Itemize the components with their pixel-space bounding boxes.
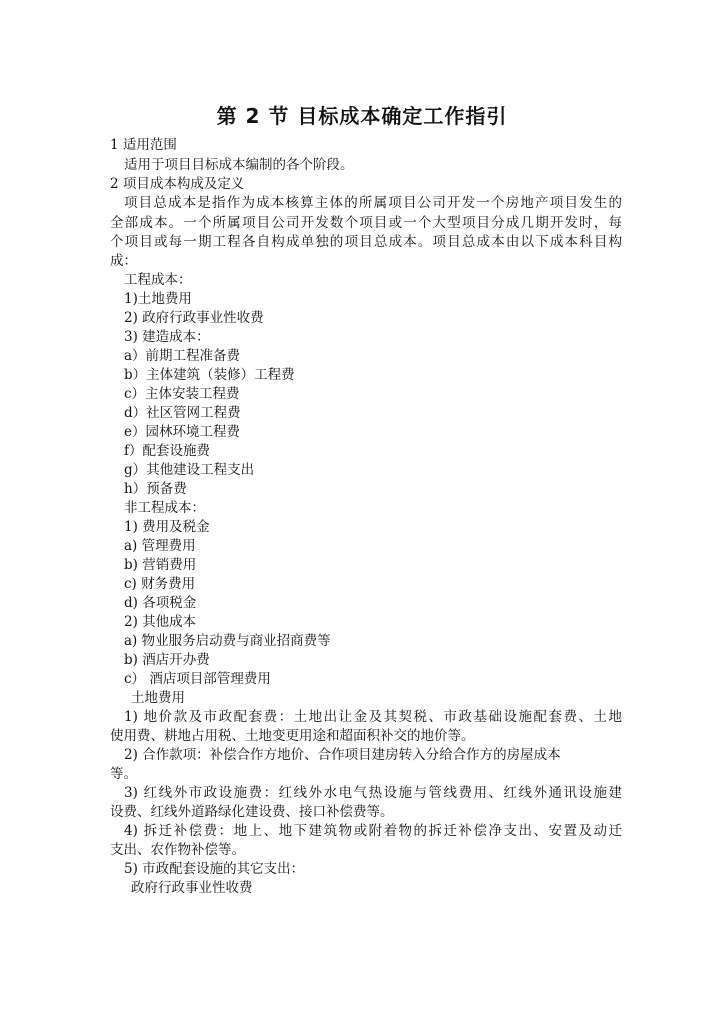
non-engineering-cost-heading: 非工程成本： <box>124 500 205 516</box>
land-cost-item-3: 3) 红线外市政设施费：红线外水电气热设施与管线费用、红线外通讯设施建 <box>124 785 622 801</box>
list-item: a) 物业服务启动费与商业招商费等 <box>124 633 331 649</box>
list-item: 1)土地费用 <box>124 291 192 307</box>
land-cost-item-4: 4) 拆迁补偿费：地上、地下建筑物或附着物的拆迁补偿净支出、安置及动迁 <box>124 823 622 839</box>
list-item: c）主体安装工程费 <box>124 386 240 402</box>
list-item: c) 财务费用 <box>124 576 196 592</box>
list-item: 2) 政府行政事业性收费 <box>124 310 264 326</box>
land-cost-item-2: 2) 合作款项：补偿合作方地价、合作项目建房转入分给合作方的房屋成本 <box>124 747 561 763</box>
list-item: b) 营销费用 <box>124 557 197 573</box>
heading-cost-composition: 2 项目成本构成及定义 <box>110 176 245 192</box>
definition-line-1: 项目总成本是指作为成本核算主体的所属项目公司开发一个房地产项目发生的 <box>124 195 622 211</box>
list-item: g）其他建设工程支出 <box>124 462 255 478</box>
land-cost-item-2-cont: 等。 <box>110 766 137 782</box>
land-cost-item-1: 1) 地价款及市政配套费：土地出让金及其契税、市政基础设施配套费、土地 <box>124 709 622 725</box>
list-item: a）前期工程准备费 <box>124 348 241 364</box>
scope-text: 适用于项目目标成本编制的各个阶段。 <box>124 157 354 173</box>
list-item: f）配套设施费 <box>124 443 210 459</box>
heading-scope: 1 适用范围 <box>110 137 177 153</box>
land-cost-item-1-cont: 使用费、耕地占用税、土地变更用途和超面积补交的地价等。 <box>110 728 475 744</box>
definition-line-3: 个项目或每一期工程各自构成单独的项目总成本。项目总成本由以下成本科目构 <box>110 234 622 250</box>
land-cost-item-4-cont: 支出、农作物补偿等。 <box>110 842 245 858</box>
land-cost-heading: 土地费用 <box>131 690 185 706</box>
land-cost-item-3-cont: 设费、红线外道路绿化建设费、接口补偿费等。 <box>110 804 394 820</box>
list-item: b）主体建筑（装修）工程费 <box>124 367 295 383</box>
list-item: b) 酒店开办费 <box>124 652 210 668</box>
list-item: d) 各项税金 <box>124 595 197 611</box>
definition-line-2: 全部成本。一个所属项目公司开发数个项目或一个大型项目分成几期开发时，每 <box>110 215 622 231</box>
land-cost-item-5: 5) 市政配套设施的其它支出： <box>124 861 305 877</box>
list-item: c） 酒店项目部管理费用 <box>124 671 271 687</box>
list-item: d）社区管网工程费 <box>124 405 241 421</box>
list-item: e）园林环境工程费 <box>124 424 240 440</box>
definition-line-4: 成： <box>110 253 137 269</box>
list-item: 1) 费用及税金 <box>124 519 210 535</box>
list-item: 3) 建造成本： <box>124 329 210 345</box>
list-item: a) 管理费用 <box>124 538 196 554</box>
list-item: 2) 其他成本 <box>124 614 197 630</box>
government-fees-heading: 政府行政事业性收费 <box>131 880 253 896</box>
list-item: h）预备费 <box>124 481 187 497</box>
section-title: 第 2 节 目标成本确定工作指引 <box>216 104 508 128</box>
engineering-cost-heading: 工程成本： <box>124 272 192 288</box>
